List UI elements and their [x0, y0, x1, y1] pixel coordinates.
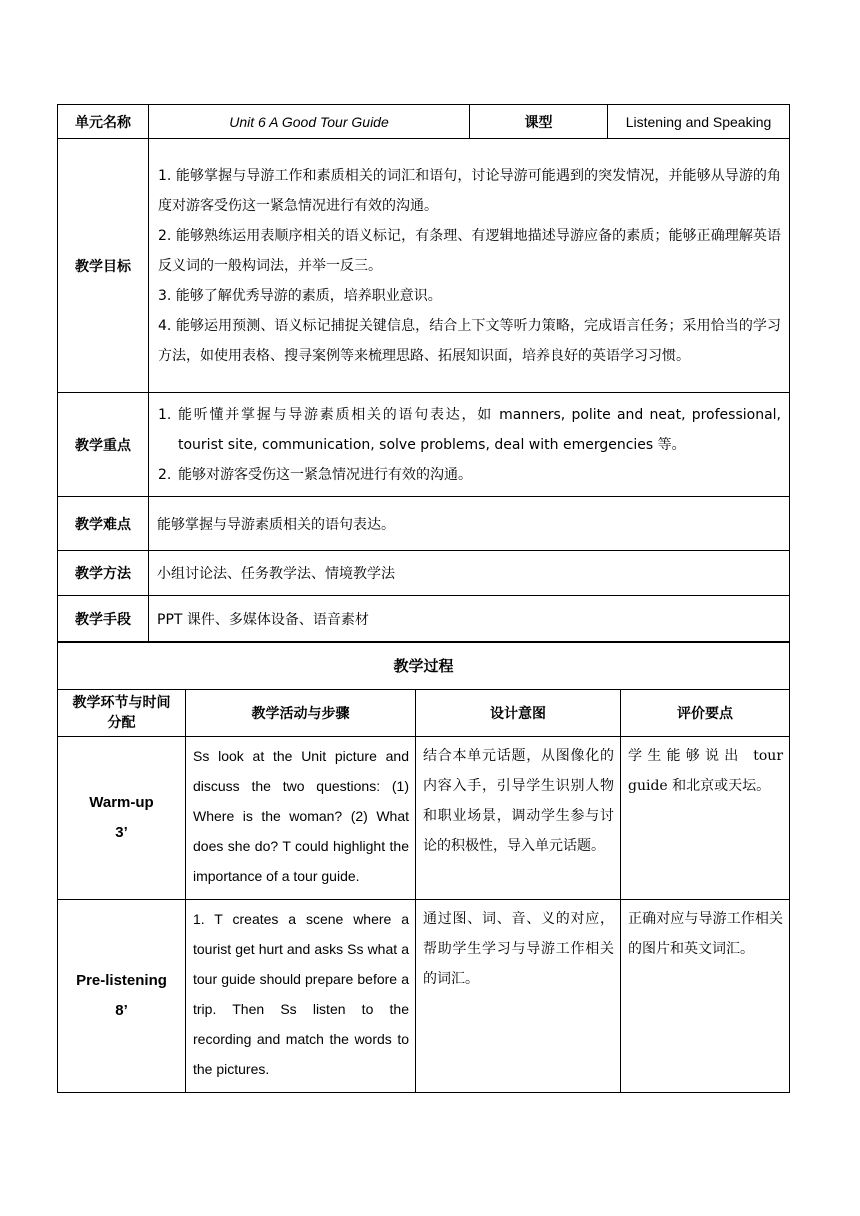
stage-name: Pre-listening [76, 972, 167, 989]
method-row [58, 551, 790, 596]
keypoint-text: 能听懂并掌握与导游素质相关的语句表达，如 manners, polite and neat, professional, tourist site, communication, solve problems, deal with emergencies 等。 [178, 406, 781, 453]
means-value: PPT 课件、多媒体设备、语音素材 [149, 596, 790, 643]
unit-row [58, 105, 790, 139]
objectives-content [149, 139, 790, 393]
method-label: 教学方法 [58, 551, 149, 596]
unit-value: Unit 6 A Good Tour Guide [149, 105, 470, 139]
objective-item: 1. 能够掌握与导游工作和素质相关的词汇和语句，讨论导游可能遇到的突发情况，并能够从导游的角度对游客受伤这一紧急情况进行有效的沟通。 [158, 167, 781, 214]
objectives-label: 教学目标 [58, 139, 149, 393]
keypoints-row [58, 393, 790, 497]
intent-cell: 结合本单元话题，从图像化的内容入手，引导学生识别人物和职业场景，调动学生参与讨论的积极性，导入单元话题。 [416, 737, 621, 900]
activity-cell: Ss look at the Unit picture and discuss the two questions: (1) Where is the woman? (2) What does she do? T could highlight the importance of a tour guide. [186, 737, 416, 900]
difficulty-label: 教学难点 [58, 497, 149, 551]
stage-cell [58, 900, 186, 1093]
stage-time: 3’ [115, 824, 128, 841]
objective-item: 2. 能够熟练运用表顺序相关的语义标记，有条理、有逻辑地描述导游应备的素质；能够正确理解英语反义词的一般构词法，并举一反三。 [158, 227, 781, 274]
keypoints-label: 教学重点 [58, 393, 149, 497]
header-stage-time: 教学环节与时间分配 [58, 690, 186, 737]
process-title: 教学过程 [58, 642, 790, 690]
difficulty-value: 能够掌握与导游素质相关的语句表达。 [149, 497, 790, 551]
means-label: 教学手段 [58, 596, 149, 643]
stage-name: Warm-up [89, 794, 154, 811]
header-intent: 设计意图 [416, 690, 621, 737]
evaluation-cell: 正确对应与导游工作相关的图片和英文词汇。 [621, 900, 790, 1093]
keypoint-item [158, 460, 781, 490]
means-row [58, 596, 790, 643]
objective-item: 3. 能够了解优秀导游的素质，培养职业意识。 [158, 287, 442, 304]
process-title-row [58, 642, 790, 690]
intent-cell: 通过图、词、音、义的对应，帮助学生学习与导游工作相关的词汇。 [416, 900, 621, 1093]
lesson-type-value: Listening and Speaking [608, 105, 790, 139]
process-row-warmup [58, 737, 790, 900]
keypoint-number: 2. [158, 466, 172, 483]
process-table [57, 641, 790, 1093]
process-row-prelistening [58, 900, 790, 1093]
keypoint-number: 1. [158, 406, 172, 423]
lesson-type-label: 课型 [470, 105, 608, 139]
difficulty-row [58, 497, 790, 551]
stage-cell [58, 737, 186, 900]
process-header-row [58, 690, 790, 737]
lesson-info-table [57, 104, 790, 643]
header-activity: 教学活动与步骤 [186, 690, 416, 737]
keypoints-content [149, 393, 790, 497]
keypoint-text: 能够对游客受伤这一紧急情况进行有效的沟通。 [178, 466, 472, 483]
header-evaluation: 评价要点 [621, 690, 790, 737]
objectives-row [58, 139, 790, 393]
keypoint-item [158, 400, 781, 460]
method-value: 小组讨论法、任务教学法、情境教学法 [149, 551, 790, 596]
activity-cell: 1. T creates a scene where a tourist get hurt and asks Ss what a tour guide should prepare before a trip. Then Ss listen to the recording and match the words to the pictures. [186, 900, 416, 1093]
objective-item: 4. 能够运用预测、语义标记捕捉关键信息，结合上下文等听力策略，完成语言任务；采用恰当的学习方法，如使用表格、搜寻案例等来梳理思路、拓展知识面，培养良好的英语学习习惯。 [158, 317, 781, 364]
unit-label: 单元名称 [58, 105, 149, 139]
evaluation-cell: 学生能够说出 tour guide 和北京或天坛。 [621, 737, 790, 900]
stage-time: 8’ [115, 1002, 128, 1019]
